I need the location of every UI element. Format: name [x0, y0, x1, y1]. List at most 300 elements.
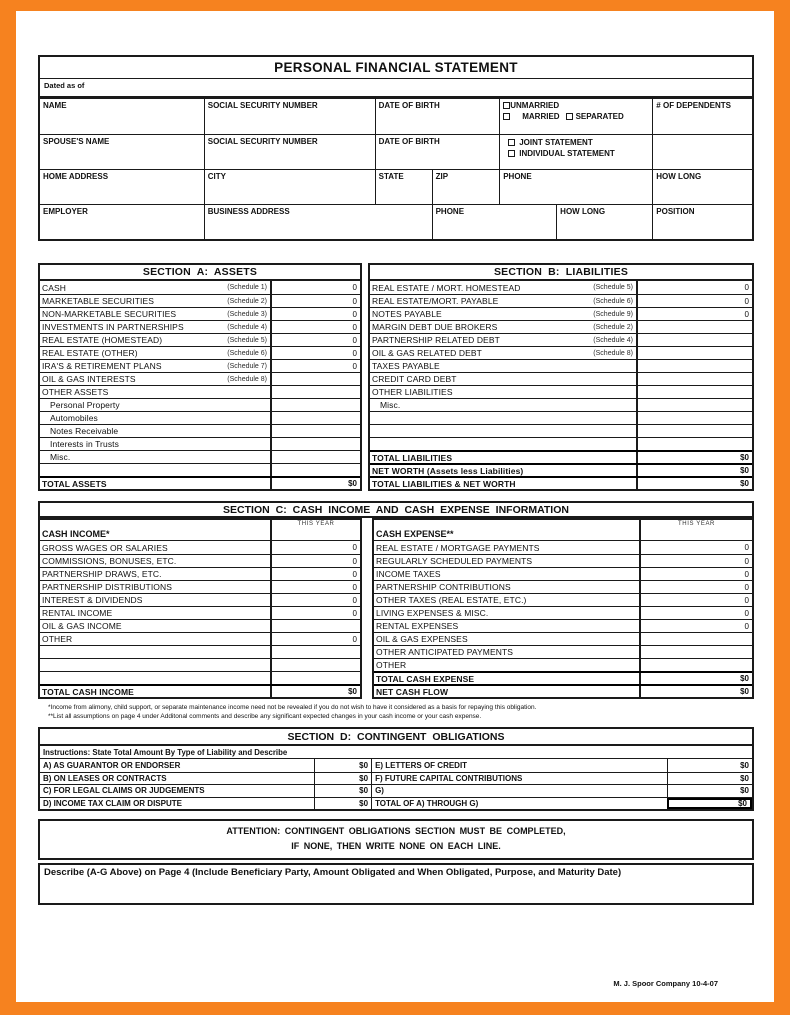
contingent-obligation-row [40, 759, 752, 772]
row-value-cell[interactable]: $0 [270, 686, 360, 697]
row-value-cell[interactable] [636, 399, 752, 411]
form-row [370, 463, 752, 476]
row-label-cell [370, 373, 636, 385]
row-label-cell [374, 594, 639, 606]
row-value-cell[interactable]: 0 [270, 295, 360, 307]
row-label: REAL ESTATE / MORT. HOMESTEAD [372, 282, 521, 293]
row-label-cell [40, 425, 270, 437]
row-label-cell [374, 555, 639, 567]
row-value-cell[interactable]: 0 [636, 295, 752, 307]
obligation-value-cell[interactable]: $0 [314, 773, 371, 785]
personal-info-table [38, 98, 754, 241]
row-value-cell[interactable] [639, 633, 752, 645]
married-label: MARRIED [522, 112, 560, 121]
assets-liabilities-row [38, 263, 754, 491]
obligation-value-cell[interactable]: $0 [667, 798, 752, 810]
checkbox-joint-statement[interactable] [508, 139, 515, 146]
obligation-label: G) [371, 785, 666, 797]
obligation-value-cell[interactable]: $0 [314, 798, 371, 810]
employer-field[interactable]: EMPLOYER [43, 207, 88, 216]
row-value-cell[interactable]: 0 [639, 555, 752, 567]
row-value-cell[interactable]: 0 [639, 607, 752, 619]
row-value-cell[interactable]: $0 [636, 465, 752, 476]
form-row [40, 476, 360, 489]
dependents-field[interactable]: # OF DEPENDENTS [652, 99, 752, 134]
row-label-cell [40, 386, 270, 398]
describe-box[interactable] [38, 863, 754, 905]
row-value-cell[interactable]: 0 [636, 281, 752, 294]
row-label-cell [374, 673, 639, 684]
form-row [40, 567, 360, 580]
row-label: TOTAL CASH INCOME [42, 686, 134, 697]
row-label-cell [370, 281, 636, 294]
row-label: RENTAL EXPENSES [376, 621, 459, 631]
describe-label: Describe (A-G Above) on Page 4 (Include Beneficiary Party, Amount Obligated and When Obligated, Purpose, and Maturity Date) [44, 867, 622, 878]
obligation-value-cell[interactable]: $0 [314, 759, 371, 772]
row-label-cell [40, 399, 270, 411]
individual-statement-label: INDIVIDUAL STATEMENT [519, 149, 615, 158]
row-label-cell [40, 295, 270, 307]
row-label-cell [374, 620, 639, 632]
form-row [374, 541, 752, 554]
row-label: COMMISSIONS, BONUSES, ETC. [42, 556, 177, 566]
form-row [40, 398, 360, 411]
obligation-label: B) ON LEASES OR CONTRACTS [43, 773, 167, 783]
row-label-cell [40, 686, 270, 697]
dated-as-of-label: Dated as of [44, 81, 85, 90]
row-label-cell [40, 620, 270, 632]
row-label-cell [40, 555, 270, 567]
row-value-cell[interactable] [636, 373, 752, 385]
form-row [40, 580, 360, 593]
row-value-cell[interactable] [636, 360, 752, 372]
row-value-cell[interactable]: $0 [270, 478, 360, 489]
row-value-cell[interactable] [270, 451, 360, 463]
business-address-field[interactable]: BUSINESS ADDRESS [204, 205, 432, 239]
form-row [374, 632, 752, 645]
row-value-cell[interactable]: 0 [270, 541, 360, 554]
row-value-cell[interactable] [636, 334, 752, 346]
row-label: OTHER ANTICIPATED PAYMENTS [376, 647, 514, 657]
row-label-cell [40, 347, 270, 359]
row-label: PARTNERSHIP RELATED DEBT [372, 335, 500, 345]
dated-as-of-field[interactable] [40, 79, 752, 96]
dob-field[interactable]: DATE OF BIRTH [375, 99, 500, 134]
row-label: REGULARLY SCHEDULED PAYMENTS [376, 556, 533, 566]
form-row [370, 346, 752, 359]
statement-type-cell [499, 135, 652, 169]
row-label-cell [370, 308, 636, 320]
cash-income-table [38, 518, 362, 699]
form-row [40, 307, 360, 320]
row-label-cell [40, 412, 270, 424]
section-d-table [38, 727, 754, 811]
attention-line-2: IF NONE, THEN WRITE NONE ON EACH LINE. [291, 841, 501, 851]
row-value-cell[interactable]: $0 [639, 686, 752, 697]
row-value-cell[interactable] [636, 386, 752, 398]
row-name [40, 99, 752, 134]
row-label: CREDIT CARD DEBT [372, 374, 457, 384]
row-value-cell[interactable]: 0 [270, 633, 360, 645]
section-a-rows [40, 281, 360, 489]
form-row [374, 554, 752, 567]
row-label: OIL & GAS INCOME [42, 621, 122, 631]
obligation-label: A) AS GUARANTOR OR ENDORSER [43, 760, 181, 770]
row-employer [40, 204, 752, 239]
row-label: OTHER [376, 660, 407, 670]
row-value-cell[interactable]: 0 [270, 321, 360, 333]
row-label-cell [374, 541, 639, 554]
row-label-cell [374, 607, 639, 619]
row-label-cell [370, 321, 636, 333]
section-b-title: SECTION B: LIABILITIES [370, 265, 752, 281]
row-label: OTHER [42, 634, 73, 644]
schedule-reference: (Schedule 2) [227, 297, 267, 305]
row-label: LIVING EXPENSES & MISC. [376, 608, 489, 618]
row-value-cell[interactable]: 0 [270, 308, 360, 320]
row-value-cell[interactable]: 0 [270, 555, 360, 567]
form-row [40, 437, 360, 450]
zip-field[interactable]: ZIP [432, 170, 500, 204]
form-row [370, 372, 752, 385]
schedule-reference: (Schedule 5) [227, 336, 267, 344]
contingent-obligation-row [40, 797, 752, 810]
row-value-cell[interactable]: 0 [639, 581, 752, 593]
row-label: Misc. [50, 452, 71, 462]
form-row [374, 567, 752, 580]
row-value-cell[interactable] [636, 347, 752, 359]
row-label-cell [40, 581, 270, 593]
form-row [370, 437, 752, 450]
row-label: NOTES PAYABLE [372, 309, 442, 319]
row-value-cell[interactable] [270, 399, 360, 411]
row-value-cell[interactable] [270, 412, 360, 424]
form-row [40, 424, 360, 437]
row-label: INTEREST & DIVIDENDS [42, 595, 143, 605]
cash-expense-header-row [374, 520, 752, 541]
obligation-value-cell[interactable]: $0 [667, 773, 752, 785]
row-label-cell [40, 646, 270, 658]
row-label: OTHER LIABILITIES [372, 387, 453, 397]
checkbox-married[interactable] [503, 113, 510, 120]
row-label: REAL ESTATE (OTHER) [42, 348, 138, 358]
row-label: TAXES PAYABLE [372, 361, 440, 371]
section-b-rows [370, 281, 752, 489]
page-title: PERSONAL FINANCIAL STATEMENT [40, 57, 752, 79]
form-row [374, 684, 752, 697]
row-label-cell [374, 686, 639, 697]
this-year-column-header: THIS YEAR [639, 520, 752, 540]
row-label-cell [40, 541, 270, 554]
schedule-reference: (Schedule 1) [227, 284, 267, 291]
joint-statement-label: JOINT STATEMENT [519, 138, 593, 147]
form-row [40, 658, 360, 671]
schedule-reference: (Schedule 5) [593, 284, 633, 291]
row-label: OTHER ASSETS [42, 387, 109, 397]
row-label: OTHER TAXES (REAL ESTATE, ETC.) [376, 595, 527, 605]
position-field[interactable]: POSITION [652, 205, 752, 239]
row-label: REAL ESTATE/MORT. PAYABLE [372, 296, 499, 306]
schedule-reference: (Schedule 7) [227, 362, 267, 370]
form-row [374, 645, 752, 658]
name-field[interactable]: NAME [43, 101, 67, 110]
row-label-cell [40, 321, 270, 333]
schedule-reference: (Schedule 8) [227, 375, 267, 383]
form-row [40, 684, 360, 697]
row-label: REAL ESTATE / MORTGAGE PAYMENTS [376, 542, 540, 553]
obligation-value-cell[interactable]: $0 [667, 785, 752, 797]
row-value-cell[interactable]: $0 [636, 452, 752, 463]
row-label-cell [374, 659, 639, 671]
form-row [40, 372, 360, 385]
obligation-label: C) FOR LEGAL CLAIMS OR JUDGEMENTS [43, 786, 205, 796]
empty-cell [652, 135, 752, 169]
schedule-reference: (Schedule 3) [227, 310, 267, 318]
form-row [40, 632, 360, 645]
checkbox-separated[interactable] [566, 113, 573, 120]
footer-company-stamp: M. J. Spoor Company 10-4-07 [613, 979, 718, 988]
row-label-cell [374, 581, 639, 593]
form-row [40, 450, 360, 463]
row-value-cell[interactable] [270, 373, 360, 385]
row-label-cell [40, 633, 270, 645]
row-label-cell [374, 568, 639, 580]
row-value-cell[interactable] [270, 672, 360, 684]
row-value-cell[interactable] [270, 386, 360, 398]
row-label-cell [370, 438, 636, 450]
row-value-cell[interactable]: 0 [639, 620, 752, 632]
row-label: PARTNERSHIP DRAWS, ETC. [42, 569, 162, 579]
obligation-label: TOTAL OF A) THROUGH G) [371, 798, 666, 810]
row-label-cell [370, 347, 636, 359]
attention-line-1: ATTENTION: CONTINGENT OBLIGATIONS SECTION MUST BE COMPLETED, [226, 826, 566, 836]
form-row [370, 281, 752, 294]
cash-income-header-row [40, 520, 360, 541]
row-value-cell[interactable]: 0 [270, 360, 360, 372]
contingent-obligation-row [40, 772, 752, 785]
footnote-assumptions: **List all assumptions on page 4 under Additonal comments and describe any significant expected changes in your cash income or your cash expense. [48, 713, 482, 720]
form-row [370, 320, 752, 333]
form-row [40, 385, 360, 398]
marital-status-cell [499, 99, 652, 134]
row-value-cell[interactable]: 0 [270, 581, 360, 593]
row-value-cell[interactable] [639, 659, 752, 671]
row-label: Personal Property [50, 400, 120, 410]
row-value-cell[interactable]: 0 [270, 607, 360, 619]
home-address-field[interactable]: HOME ADDRESS [43, 172, 109, 181]
row-value-cell[interactable] [270, 438, 360, 450]
row-label: NON-MARKETABLE SECURITIES [42, 309, 177, 319]
schedule-reference: (Schedule 4) [227, 323, 267, 331]
schedule-reference: (Schedule 4) [593, 336, 633, 344]
row-label-cell [40, 464, 270, 476]
row-label-cell [374, 633, 639, 645]
form-row [370, 294, 752, 307]
row-label-cell [370, 425, 636, 437]
row-label: Interests in Trusts [50, 439, 119, 449]
row-value-cell[interactable]: 0 [639, 568, 752, 580]
schedule-reference: (Schedule 9) [593, 310, 633, 318]
row-value-cell[interactable]: 0 [270, 281, 360, 294]
row-label: MARKETABLE SECURITIES [42, 296, 154, 306]
row-label-cell [40, 360, 270, 372]
form-row [370, 385, 752, 398]
row-label-cell [40, 308, 270, 320]
cash-income-rows [40, 541, 360, 697]
obligation-label: D) INCOME TAX CLAIM OR DISPUTE [43, 798, 182, 808]
form-row [40, 593, 360, 606]
row-label-cell [370, 465, 636, 476]
row-label-cell [40, 568, 270, 580]
form-row [40, 463, 360, 476]
row-value-cell[interactable]: $0 [639, 673, 752, 684]
row-label: Notes Receivable [50, 426, 119, 436]
row-value-cell[interactable]: 0 [639, 594, 752, 606]
row-label-cell [40, 373, 270, 385]
row-label-cell [370, 334, 636, 346]
form-row [370, 476, 752, 489]
footnote-income: *Income from alimony, child support, or separate maintenance income need not be revealed if you do not wish to have it considered as a basis for repaying this obligation. [48, 704, 537, 711]
form-row [374, 593, 752, 606]
row-label: PARTNERSHIP DISTRIBUTIONS [42, 582, 173, 592]
form-row [370, 398, 752, 411]
form-row [40, 294, 360, 307]
row-label-cell [40, 438, 270, 450]
state-field[interactable]: STATE [375, 170, 432, 204]
row-label: OIL & GAS INTERESTS [42, 374, 136, 384]
schedule-reference: (Schedule 8) [593, 349, 633, 357]
checkbox-unmarried[interactable] [503, 102, 510, 109]
row-label-cell [370, 360, 636, 372]
row-label: GROSS WAGES OR SALARIES [42, 542, 168, 553]
schedule-reference: (Schedule 2) [593, 323, 633, 331]
ssn-field[interactable]: SOCIAL SECURITY NUMBER [204, 99, 375, 134]
row-label: TOTAL LIABILITIES [372, 452, 453, 463]
row-value-cell[interactable]: 0 [270, 334, 360, 346]
form-row [40, 359, 360, 372]
section-d-rows [40, 759, 752, 809]
separated-label: SEPARATED [575, 112, 624, 121]
row-value-cell[interactable] [270, 620, 360, 632]
city-field[interactable]: CITY [204, 170, 375, 204]
row-value-cell[interactable]: 0 [639, 541, 752, 554]
form-row [40, 671, 360, 684]
title-block [38, 55, 754, 98]
form-row [370, 411, 752, 424]
form-row [374, 606, 752, 619]
form-row [40, 281, 360, 294]
row-label: IRA'S & RETIREMENT PLANS [42, 361, 162, 371]
row-value-cell[interactable] [636, 412, 752, 424]
cash-expense-rows [374, 541, 752, 697]
this-year-column-header: THIS YEAR [270, 520, 360, 540]
row-value-cell[interactable] [636, 425, 752, 437]
spouse-name-field[interactable]: SPOUSE'S NAME [43, 137, 110, 146]
row-label: NET CASH FLOW [376, 686, 449, 697]
row-label-cell [374, 646, 639, 658]
row-label: TOTAL CASH EXPENSE [376, 673, 475, 684]
row-label-cell [40, 478, 270, 489]
row-value-cell[interactable] [270, 464, 360, 476]
row-label-cell [40, 451, 270, 463]
form-row [370, 424, 752, 437]
row-label: Misc. [380, 400, 401, 410]
row-value-cell[interactable] [270, 425, 360, 437]
section-b-table [368, 263, 754, 491]
form-row [40, 554, 360, 567]
footnotes [38, 703, 754, 721]
form-row [40, 619, 360, 632]
cash-expense-header: CASH EXPENSE** [376, 529, 454, 539]
section-a-table [38, 263, 362, 491]
form-row [370, 450, 752, 463]
row-label: NET WORTH (Assets less Liabilities) [372, 465, 524, 476]
row-home-address [40, 169, 752, 204]
row-label-cell [370, 386, 636, 398]
row-label-cell [40, 334, 270, 346]
attention-box [38, 819, 754, 860]
row-value-cell[interactable] [639, 646, 752, 658]
row-spouse [40, 134, 752, 169]
row-value-cell[interactable]: 0 [636, 308, 752, 320]
form-page [16, 11, 774, 1002]
row-value-cell[interactable]: 0 [270, 347, 360, 359]
cash-income-expense-row [38, 518, 754, 699]
row-value-cell[interactable]: 0 [270, 568, 360, 580]
spouse-dob-field[interactable]: DATE OF BIRTH [375, 135, 500, 169]
spouse-ssn-field[interactable]: SOCIAL SECURITY NUMBER [204, 135, 375, 169]
section-c-title: SECTION C: CASH INCOME AND CASH EXPENSE INFORMATION [38, 501, 754, 518]
row-value-cell[interactable] [636, 321, 752, 333]
form-row [374, 671, 752, 684]
obligation-value-cell[interactable]: $0 [314, 785, 371, 797]
row-label: TOTAL LIABILITIES & NET WORTH [372, 478, 516, 489]
row-label-cell [370, 452, 636, 463]
row-label-cell [40, 281, 270, 294]
row-label-cell [370, 399, 636, 411]
form-row [40, 333, 360, 346]
phone-field[interactable]: PHONE [499, 170, 652, 204]
form-row [40, 320, 360, 333]
schedule-reference: (Schedule 6) [593, 297, 633, 305]
row-value-cell[interactable] [636, 438, 752, 450]
row-label-cell [40, 607, 270, 619]
row-label: TOTAL ASSETS [42, 478, 107, 489]
form-row [40, 606, 360, 619]
row-label: CASH [42, 282, 67, 293]
row-value-cell[interactable] [270, 659, 360, 671]
form-row [40, 541, 360, 554]
business-phone-field[interactable]: PHONE [432, 205, 557, 239]
obligation-label: F) FUTURE CAPITAL CONTRIBUTIONS [371, 773, 666, 785]
row-label: REAL ESTATE (HOMESTEAD) [42, 335, 163, 345]
form-row [374, 619, 752, 632]
row-value-cell[interactable]: 0 [270, 594, 360, 606]
business-how-long-field[interactable]: HOW LONG [556, 205, 652, 239]
checkbox-individual-statement[interactable] [508, 150, 515, 157]
form-row [370, 359, 752, 372]
form-row [40, 411, 360, 424]
section-a-title: SECTION A: ASSETS [40, 265, 360, 281]
obligation-value-cell[interactable]: $0 [667, 759, 752, 772]
row-label-cell [370, 478, 636, 489]
how-long-field[interactable]: HOW LONG [652, 170, 752, 204]
row-value-cell[interactable]: $0 [636, 478, 752, 489]
row-label-cell [40, 659, 270, 671]
form-document [38, 11, 754, 905]
row-label: INCOME TAXES [376, 569, 441, 579]
row-value-cell[interactable] [270, 646, 360, 658]
